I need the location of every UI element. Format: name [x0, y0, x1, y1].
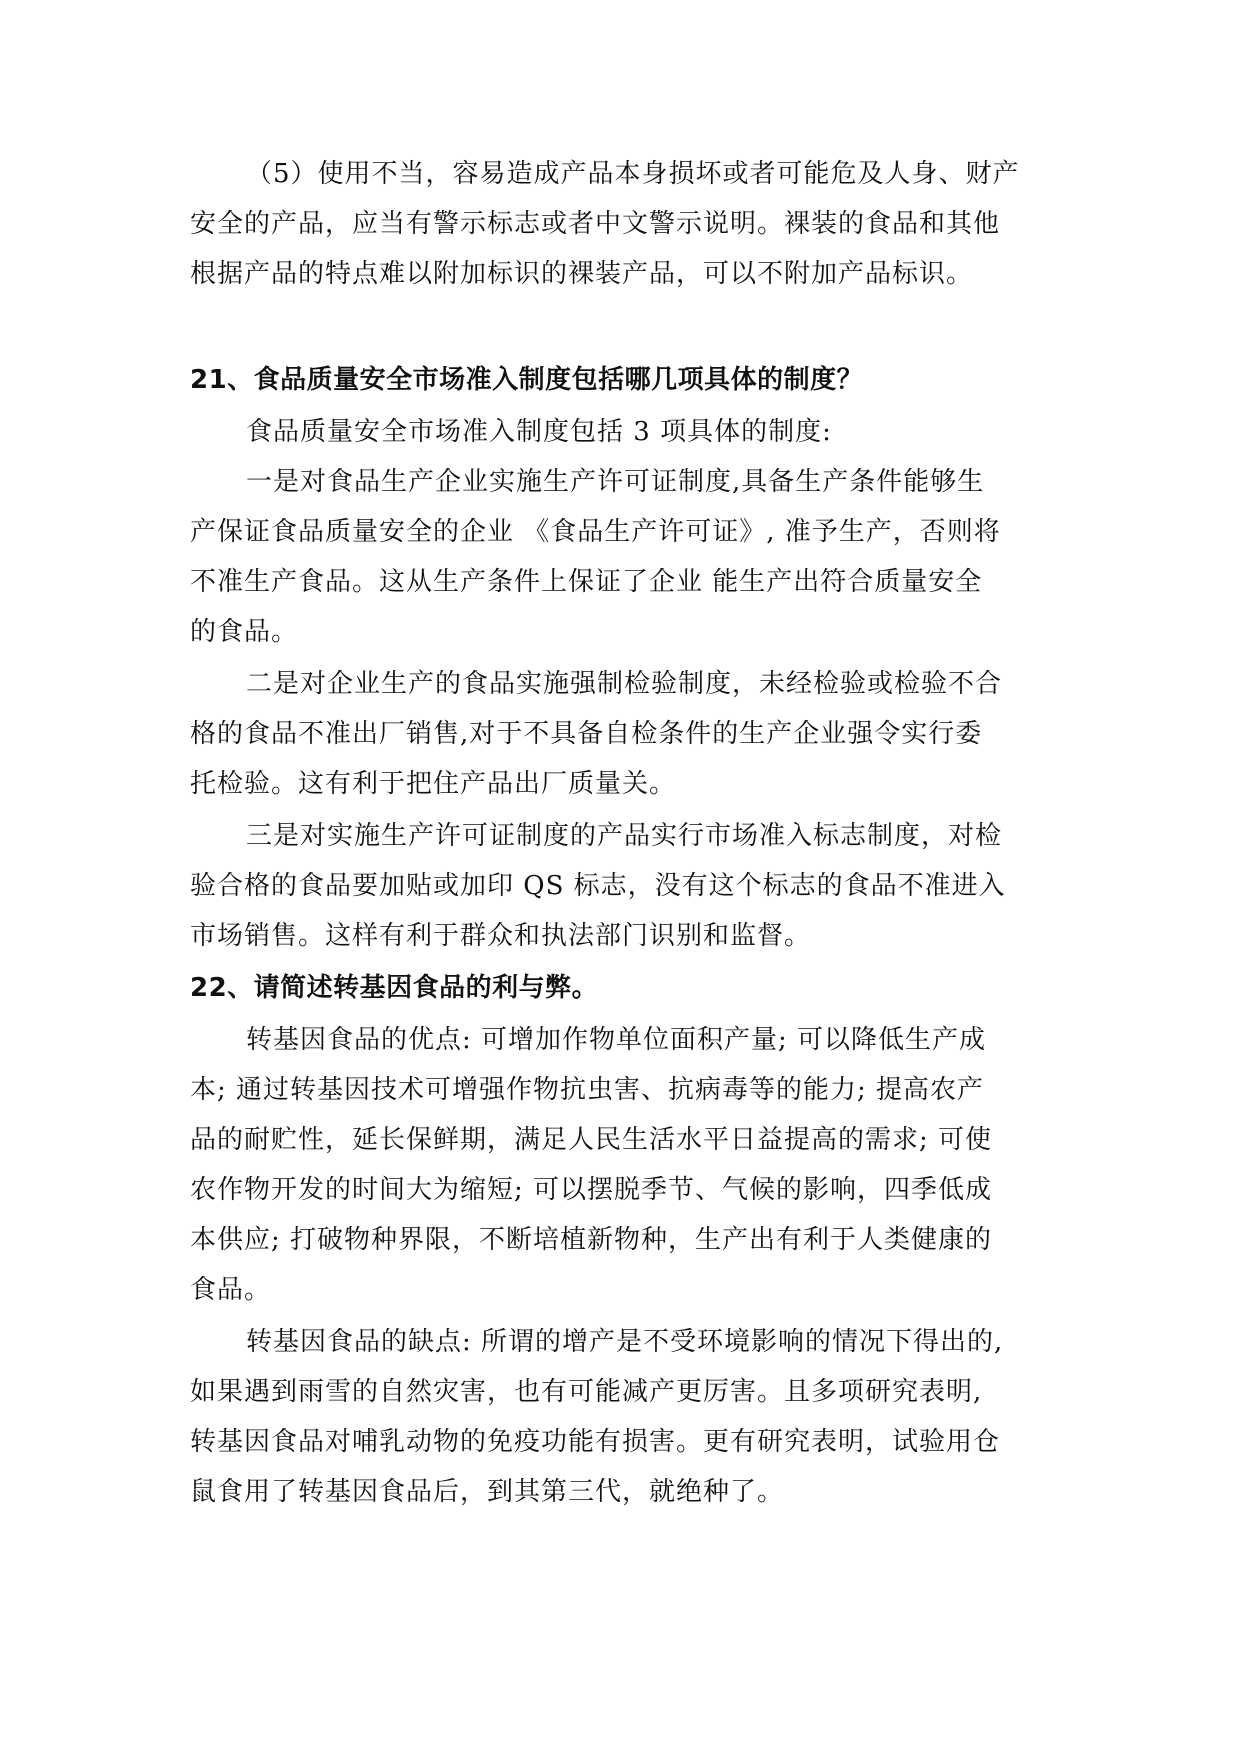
q21-item1-line-4: 的食品。 — [190, 617, 299, 647]
gm-cons-line-1: 转基因食品的缺点: 所谓的增产是不受环境影响的情况下得出的, — [246, 1327, 1004, 1357]
gm-pros-line-3: 品的耐贮性，延长保鲜期，满足人民生活水平日益提高的需求; 可使 — [190, 1125, 993, 1155]
q21-item1-line-2: 产保证食品质量安全的企业 《食品生产许可证》, 准予生产，否则将 — [190, 517, 1001, 547]
gm-pros-line-5: 本供应; 打破物种界限，不断培植新物种，生产出有利于人类健康的 — [190, 1225, 993, 1255]
gm-cons-line-4: 鼠食用了转基因食品后，到其第三代，就绝种了。 — [190, 1477, 785, 1507]
gm-pros-line-6: 食品。 — [190, 1275, 272, 1305]
gm-cons-line-2: 如果遇到雨雪的自然灾害，也有可能减产更厉害。且多项研究表明, — [190, 1377, 983, 1407]
gm-pros-line-4: 农作物开发的时间大为缩短; 可以摆脱季节、气候的影响，四季低成 — [190, 1175, 993, 1205]
q21-item2-line-3: 托检验。这有利于把住产品出厂质量关。 — [190, 769, 677, 799]
paragraph-5-line-1: （5）使用不当，容易造成产品本身损坏或者可能危及人身、财产 — [246, 159, 1020, 189]
q21-item1-line-1: 一是对食品生产企业实施生产许可证制度,具备生产条件能够生 — [246, 467, 985, 497]
question-21-heading: 21、食品质量安全市场准入制度包括哪几项具体的制度？ — [190, 365, 864, 395]
q21-item3-line-2: 验合格的食品要加贴或加印 QS 标志，没有这个标志的食品不准进入 — [190, 871, 1006, 901]
q21-item2-line-1: 二是对企业生产的食品实施强制检验制度，未经检验或检验不合 — [246, 669, 1003, 699]
paragraph-5-line-2: 安全的产品，应当有警示标志或者中文警示说明。裸装的食品和其他 — [190, 209, 1001, 239]
q21-item3-line-1: 三是对实施生产许可证制度的产品实行市场准入标志制度，对检 — [246, 821, 1003, 851]
question-22-heading: 22、请简述转基因食品的利与弊。 — [190, 973, 599, 1003]
q21-item1-line-3: 不准生产食品。这从生产条件上保证了企业 能生产出符合质量安全 — [190, 567, 983, 597]
gm-pros-line-1: 转基因食品的优点: 可增加作物单位面积产量; 可以降低生产成 — [246, 1025, 987, 1055]
paragraph-5-line-3: 根据产品的特点难以附加标识的裸装产品，可以不附加产品标识。 — [190, 259, 974, 289]
gm-pros-line-2: 本; 通过转基因技术可增强作物抗虫害、抗病毒等的能力; 提高农产 — [190, 1075, 985, 1105]
gm-cons-line-3: 转基因食品对哺乳动物的免疫功能有损害。更有研究表明，试验用仓 — [190, 1427, 1001, 1457]
q21-intro-line: 食品质量安全市场准入制度包括 3 项具体的制度: — [246, 417, 832, 447]
q21-item2-line-2: 格的食品不准出厂销售,对于不具备自检条件的生产企业强令实行委 — [190, 719, 983, 749]
q21-item3-line-3: 市场销售。这样有利于群众和执法部门识别和监督。 — [190, 921, 812, 951]
